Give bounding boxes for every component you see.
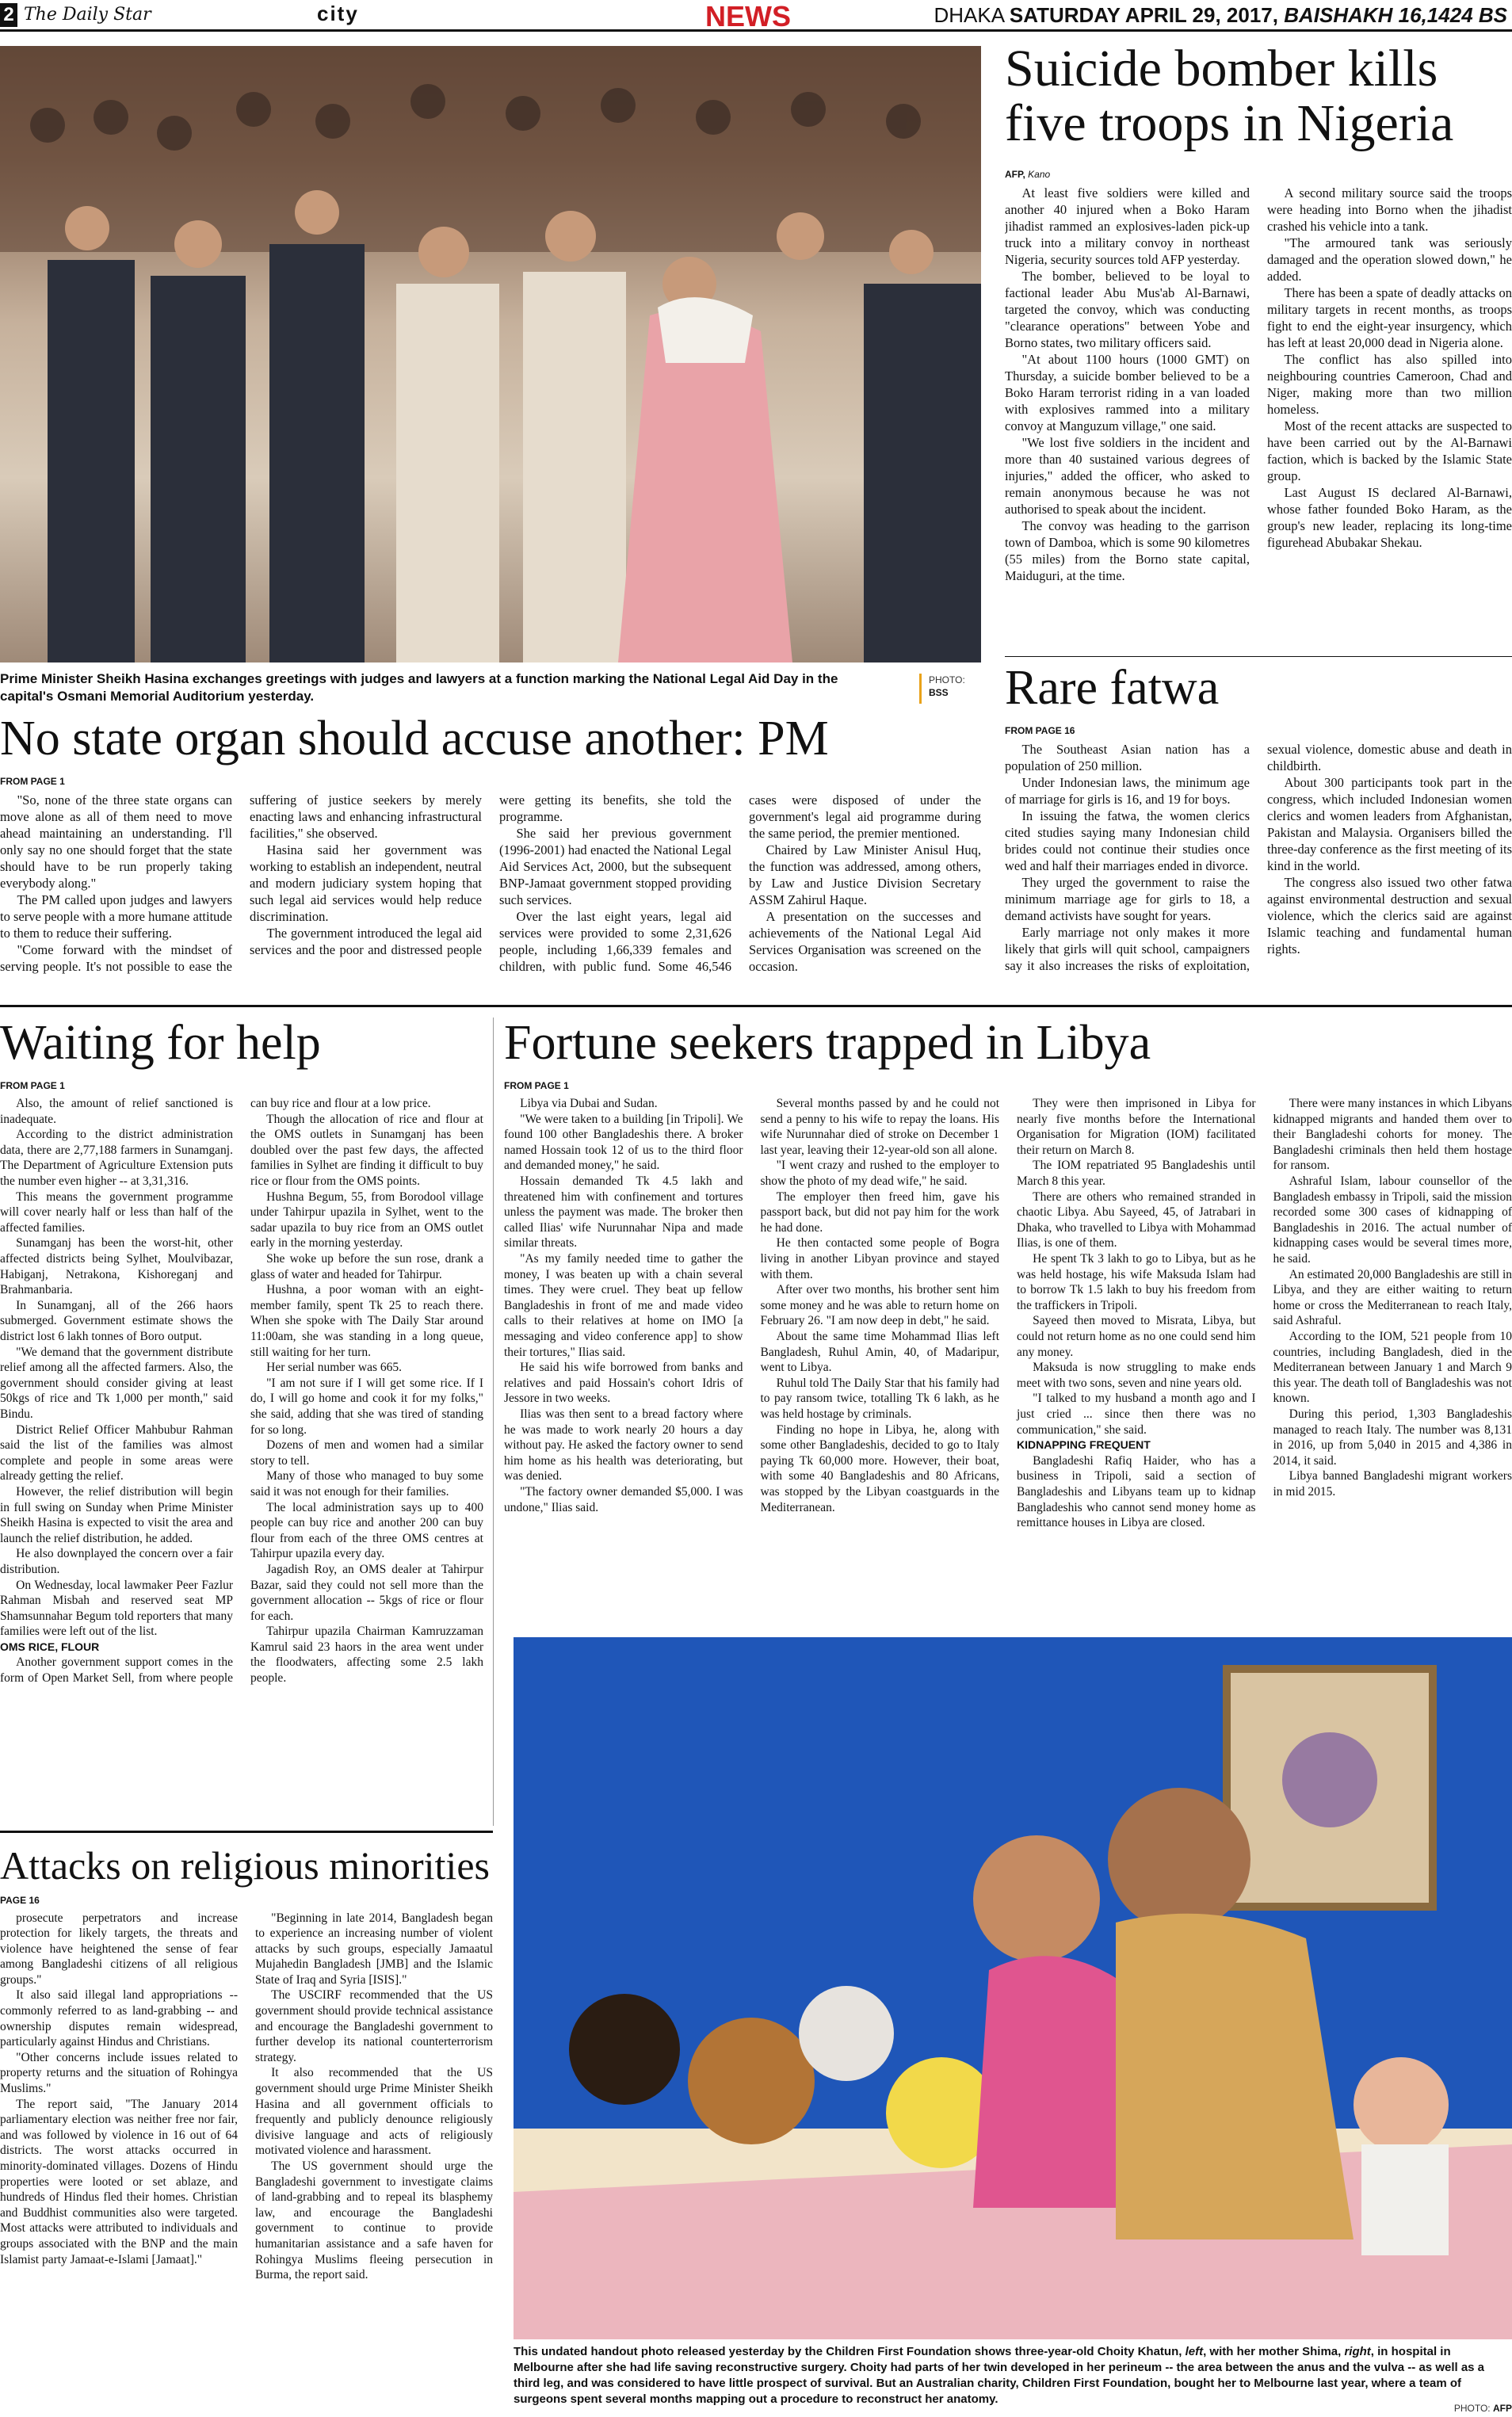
fatwa-story [1005,662,1512,998]
pm-story [0,713,981,998]
waiting-paragraph: "I am not sure if I will get some rice. If I do, I will go home and cook it for my folks," she said, adding that she was tired of standing for so long. [250,1376,483,1437]
waiting-paragraph: She woke up before the sun rose, drank a glass of water and headed for Tahirpur. [250,1252,483,1281]
fatwa-body [1005,741,1512,995]
attacks-paragraph: prosecute perpetrators and increase protection for likely targets, the threats and violence have heightened the sense of fear among Bangladeshi citizens of all religious groups." [0,1911,238,1987]
dateline-bengali: BAISHAKH 16,1424 BS [1284,3,1507,27]
pm-paragraph: The PM called upon judges and lawyers to serve people with a more humane attitude to them to reduce their suffering. [0,892,232,941]
waiting-paragraph: "We demand that the government distribute relief among all the affected farmers. Also, the government should consider giving at least 50kgs of rice and Tk 1,000 per month," said Bindu. [0,1345,233,1421]
libya-paragraph: Libya banned Bangladeshi migrant workers in mid 2015. [1273,1469,1512,1499]
libya-subhead: KIDNAPPING FREQUENT [1017,1438,1151,1452]
waiting-paragraph: He also downplayed the concern over a fair distribution. [0,1547,233,1576]
waiting-paragraph: The local administration says up to 400 people can buy rice and another 200 can buy flour from each of the three OMS centres at Tahirpur upazila every day. [250,1500,483,1561]
nigeria-paragraph: "We lost five soldiers in the incident and more than 40 sustained various degrees of injuries," added the officer, who asked to remain anonymous because he was not authorised to speak about the incident. [1005,434,1250,517]
libya-paragraph: They were then imprisoned in Libya for nearly five months before the International Organisation for Migration (IOM) facilitated their return on March 8. [1017,1097,1256,1157]
waiting-paragraph: Dozens of men and women had a similar story to tell. [250,1438,483,1468]
photo2-credit [1436,2403,1512,2414]
dateline-place: DHAKA [934,3,1004,27]
libya-paragraph: An estimated 20,000 Bangladeshis are still in Libya, and they are either waiting to return home or cross the Mediterranean to reach Italy, said Ashraful. [1273,1267,1512,1328]
libya-paragraph: After over two months, his brother sent him some money and he was able to return home on February 26. "I am now deep in debt," he said. [760,1283,999,1328]
fatwa-paragraph: Early marriage not only makes it more likely that girls will quit school, campaigners say it also increases the risks of exploitation, sexual violence, domestic abuse and death in childbirth. [1005,742,1512,974]
attacks-paragraph: "Other concerns include issues related to property returns and the situation of Rohingya Muslims." [0,2050,238,2096]
libya-paragraph: According to the IOM, 521 people from 10 countries, including Bangladesh, died in the Mediterranean between January 1 and March 9 this year. The death toll of Bangladeshis was not known. [1273,1330,1512,1406]
libya-paragraph: Maksuda is now struggling to make ends meet with two sons, seven and nine years old. [1017,1361,1256,1390]
fatwa-paragraph: About 300 participants took part in the congress, which included Indonesian women clerics and women leaders from Afghanistan, Pakistan and Malaysia. Organisers billed the three-day conference as the first meeting of its kind in the world. [1267,775,1512,874]
libya-paragraph: Several months passed by and he could not send a penny to his wife to repay the loans. His wife Nurunnahar died of stroke on December 1 last year, leaving their 12-year-old son all alone. [760,1097,999,1157]
waiting-paragraph: Many of those who managed to buy some said it was not enough for their families. [250,1469,483,1499]
libya-paragraph: During this period, 1,303 Bangladeshis managed to reach Italy. The number was 8,131 in 2016, up from 5,040 in 2015 and 4,386 in 2014, it said. [1273,1407,1512,1468]
nigeria-byline-agency: AFP, [1005,168,1025,180]
nigeria-paragraph: At least five soldiers were killed and another 40 injured when a Boko Haram jihadist rammed an explosives-laden pick-up truck into a military convoy in northeast Nigeria, security sources told AFP yesterday. [1005,185,1250,267]
libya-paragraph: "I went crazy and rushed to the employer to show the photo of my dead wife," he said. [760,1159,999,1189]
libya-paragraph: "I talked to my husband a month ago and I just cried ... since then there was no communication," she said. [1017,1392,1256,1437]
nigeria-paragraph: The conflict has also spilled into neighbouring countries Cameroon, Chad and Niger, making more than two million homeless. [1267,351,1512,417]
libya-paragraph: The employer then freed him, gave his passport back, but did not pay him for the work he had done. [760,1189,999,1235]
nigeria-story [1005,41,1512,683]
nigeria-paragraph: There has been a spate of deadly attacks on military targets in recent months, as troops fight to end the eight-year insurgency, which has left at least 20,000 dead in Nigeria alone. [1267,284,1512,350]
attacks-body [0,1911,493,2417]
waiting-body [0,1096,483,1813]
nigeria-byline [1005,169,1512,180]
nigeria-headline: Suicide bomber kills five troops in Nigeria [1005,41,1454,153]
libya-paragraph: Sayeed then moved to Misrata, Libya, but could not return home as no one could send him any money. [1017,1314,1256,1359]
waiting-subhead: OMS RICE, FLOUR [0,1640,100,1653]
libya-paragraph: About the same time Mohammad Ilias left Bangladesh, Ruhul Amin, 40, of Madaripur, went to Libya. [760,1330,999,1375]
nigeria-paragraph: "The armoured tank was seriously damaged and the operation slowed down," he added. [1267,235,1512,284]
photo2-caption-text: right [1344,2345,1371,2358]
nigeria-body [1005,185,1512,683]
waiting-from-page: FROM PAGE 1 [0,1080,65,1092]
waiting-paragraph: In Sunamganj, all of the 266 haors submerged. Government estimate shows the district lost 6 lakh tonnes of Boro output. [0,1298,233,1343]
libya-body [504,1096,1512,1611]
pm-paragraph: A presentation on the successes and achievements of the National Legal Aid Services Organisation was screened on the occasion. [749,909,981,975]
masthead [0,0,1512,32]
attacks-story [0,1845,493,2417]
waiting-paragraph: Hushna, a poor woman with an eight-member family, spent Tk 25 to reach there. When she spoke with The Daily Star around 11:00am, she was standing in a long queue, still waiting for her turn. [250,1283,483,1359]
fatwa-paragraph: In issuing the fatwa, the women clerics cited studies saying many Indonesian child brides could not continue their studies once wed and half their marriages ended in divorce. [1005,808,1250,874]
waiting-paragraph: Jagadish Roy, an OMS dealer at Tahirpur Bazar, said they could not sell more than the government allocation -- 5kgs of rice or flour for each. [250,1562,483,1623]
crowd-photo-illustration [0,46,981,662]
libya-paragraph: Ruhul told The Daily Star that his family had to pay ransom twice, totalling Tk 6 lakh, as he was held hostage by criminals. [760,1376,999,1421]
photo1-credit-source: BSS [929,687,949,698]
photo2-caption-text: This undated handout photo released yesterday by the Children First Foundation shows three-year-old Choity Khatun, [514,2345,1186,2358]
pm-paragraph: The government introduced the legal aid services and the poor and distressed people were getting its benefits, she told the programme. [250,792,731,958]
fatwa-paragraph: Under Indonesian laws, the minimum age of marriage for girls is 16, and 19 for boys. [1005,775,1250,808]
fatwa-headline: Rare fatwa [1005,662,1220,715]
nigeria-paragraph: A second military source said the troops were heading into Borno when the jihadist crashed his vehicle into a tank. [1267,185,1512,234]
pm-from-page: FROM PAGE 1 [0,776,65,788]
libya-paragraph: Hossain demanded Tk 4.5 lakh and threatened him with confinement and tortures unless the payment was made. The broker then called Ilias' wife Nurunnahar Nipa and made similar threats. [504,1174,743,1251]
attacks-paragraph: "Beginning in late 2014, Bangladesh began to experience an increasing number of violent attacks by such groups, especially Jamaatul Mujahedin Bangladesh [JMB] and the Islamic State of Iraq and Syria [ISIS]." [255,1911,493,1987]
libya-from-page: FROM PAGE 1 [504,1080,569,1092]
hospital-photo-illustration [514,1637,1512,2339]
nigeria-paragraph: "At about 1100 hours (1000 GMT) on Thursday, a suicide bomber believed to be a Boko Haram terrorist riding in a van loaded with explosives rammed into a military convoy at Manguzum village," one said. [1005,351,1250,433]
waiting-paragraph: Another government support comes in the form of Open Market Sell, from where people can buy rice and flour at a low price. [0,1097,431,1686]
pm-paragraph: "Come forward with the mindset of serving people. It's not possible to ease the suffering of justice seekers by merely enacting laws and enhancing infrastructural facilities," she observed. [0,792,482,975]
libya-paragraph: Libya via Dubai and Sudan. [520,1097,658,1111]
libya-paragraph: "As my family needed time to gather the money, I was beaten up with a chain several times. They were cruel. They beat up fellow Bangladeshis in front of me and made video calls to their relatives at home on IMO [a messaging and video conference app] to show their tortures," Ilias said. [504,1252,743,1359]
section-label: NEWS [705,0,791,32]
fatwa-from-page: FROM PAGE 16 [1005,725,1075,737]
libya-paragraph: Bangladeshi Rafiq Haider, who has a business in Tripoli, said a section of Bangladeshis and Libyans team up to kidnap Bangladeshis who cannot send money home as remittance houses in Libya are closed. [1017,1453,1256,1530]
photo2-caption-text: , in hospital in Melbourne after she had life saving reconstructive surgery. Choity had parts of her twin developed in her perineum -- the area between the anus and the vulva -- as well as a third leg, and was considered to have little prospect of survival. But an Australian charity, Children First Foundation, bought her to Melbourne last year, where a team of surgeons spent several months mapping out a procedure to reconstruct her anatomy. [514,2345,1485,2406]
attacks-headline: Attacks on religious minorities [0,1845,490,1888]
attacks-paragraph: The US government should urge the Bangladeshi government to investigate claims of land-grabbing and to repeal its blasphemy law, and encourage the Bangladeshi government to continue to provide humanitarian assistance and a safe haven for Rohingya Muslims fleeing persecution in Burma, the report said. [255,2159,493,2282]
libya-paragraph: Ashraful Islam, labour counsellor of the Bangladesh embassy in Tripoli, said the mission recorded some 300 cases of kidnapping of Bangladeshis in 2016. The actual number of kidnapping cases would be several times more, he said. [1273,1174,1512,1266]
photo2-caption-text: left [1185,2345,1204,2358]
pm-paragraph: "So, none of the three state organs can move alone as all of them need to move ahead maintaining an understanding. I'll only say no one should forget that the state should have to be run properly taking everybody along." [0,792,232,892]
waiting-story [0,1018,483,1826]
pm-paragraph: Over the last eight years, legal aid services were provided to some 2,31,626 people, including 1,66,339 females and children, with public fund. Some 46,546 cases were disposed of under the government's legal aid programme during the same period, the premier mentioned. [499,792,981,975]
attacks-paragraph: It also said illegal land appropriations -- commonly referred to as land-grabbing -- and ownership disputes remain widespread, particularly against Hindus and Christians. [0,1988,238,2049]
dateline [934,3,1507,28]
waiting-headline: Waiting for help [0,1018,321,1070]
photo2-caption [514,2344,1512,2407]
photo1-caption: Prime Minister Sheikh Hasina exchanges greetings with judges and lawyers at a function marking the National Legal Aid Day in the capital's Osmani Memorial Auditorium yesterday. [0,671,838,704]
attacks-from-page: PAGE 16 [0,1894,40,1906]
crowd-photo [0,46,981,662]
paper-name: The Daily Star [24,5,151,25]
libya-paragraph: There are others who remained stranded in chaotic Libya. Abu Sayeed, 45, of Jatrabari in Dhaka, who travelled to Libya with Mohammad Ilias, is one of them. [1017,1189,1256,1251]
column-divider [493,1018,494,1826]
pm-headline: No state organ should accuse another: PM [0,713,829,766]
attacks-paragraph: The report said, "The January 2014 parliamentary election was neither free nor fair, and was followed by violence in 16 out of 64 districts. The worst attacks occurred in minority-dominated villages. Dozens of Hindu properties were looted or set ablaze, and hundreds of Hindus fled their homes. Christian and Buddhist communities also were targeted. Most attacks were attributed to individuals and groups associated with the BNP and the main Islamist party Jamaat-e-Islami [Jamaat]." [0,2097,238,2266]
waiting-paragraph: Her serial number was 665. [266,1361,403,1375]
nigeria-paragraph: The bomber, believed to be loyal to factional leader Abu Mus'ab Al-Barnawi, targeted the convoy, which was conducting "clearance operations" between Yobe and Borno states, two military officers said. [1005,268,1250,350]
hospital-photo [514,1637,1512,2339]
libya-headline: Fortune seekers trapped in Libya [504,1018,1151,1070]
libya-story [504,1018,1512,1620]
waiting-paragraph: This means the government programme will cover nearly half or less than half of the affected families. [0,1189,233,1235]
waiting-paragraph: Also, the amount of relief sanctioned is inadequate. [0,1097,233,1126]
pm-paragraph: Hasina said her government was working to establish an independent, neutral and modern judiciary system hoping that such legal aid services would help reduce discrimination. [250,842,482,925]
fatwa-paragraph: The congress also issued two other fatwa against environmental destruction and sexual violence, which the clerics said are against Islamic teaching and fundamental human rights. [1267,875,1512,957]
nigeria-paragraph: The convoy was heading to the garrison town of Damboa, which is some 90 kilometres (55 miles) from the Borno state capital, Maiduguri, at the time. [1005,517,1250,583]
libya-paragraph: Ilias was then sent to a bread factory where he was made to work nearly 20 hours a day without pay. He asked the factory owner to send him home as his health was deteriorating, but was denied. [504,1407,743,1483]
photo2-credit-source: AFP [1493,2403,1512,2414]
fatwa-paragraph: They urged the government to raise the minimum marriage age for girls to 18, a demand activists have sought for years. [1005,875,1250,924]
waiting-paragraph: Sunamganj has been the worst-hit, other affected districts being Sylhet, Moulvibazar, Habiganj, Netrakona, Kishoreganj and Brahmanbaria. [0,1236,233,1297]
attacks-paragraph: It also recommended that the US government should urge Prime Minister Sheikh Hasina and all government officials to frequently and publicly denounce religiously divisive language and acts of religiously motivated violence and harassment. [255,2066,493,2158]
waiting-paragraph: However, the relief distribution will begin in full swing on Sunday when Prime Minister Sheikh Hasina is expected to visit the area and launch the relief distribution, he added. [0,1484,233,1545]
libya-paragraph: There were many instances in which Libyans kidnapped migrants and handed them over to their Bangladeshi cohorts for money. The Bangladeshi criminals then held them hostage for ransom. [1273,1097,1512,1173]
libya-paragraph: Finding no hope in Libya, he, along with some other Bangladeshis, decided to go to Italy paying Tk 60,000 more. However, their boat, with some 40 Bangladeshis and 80 Africans, was stopped by the Libyan coastguards in the Mediterranean. [760,1422,999,1514]
nigeria-paragraph: Last August IS declared Al-Barnawi, whose father founded Boko Haram, as the group's new leader, replacing its long-time figurehead Abubakar Shekau. [1267,484,1512,550]
libya-paragraph: He said his wife borrowed from banks and relatives and paid Hossain's cohort Idris of Jessore in two weeks. [504,1361,743,1406]
waiting-paragraph: Tahirpur upazila Chairman Kamruzzaman Kamrul said 23 haors in the area went under the floodwaters, affecting some 2.5 lakh people. [250,1625,483,1686]
waiting-paragraph: District Relief Officer Mahbubur Rahman said the list of the families was almost complete and people in some areas were already getting the relief. [0,1422,233,1483]
waiting-paragraph: According to the district administration data, there are 2,77,188 farmers in Sunamganj. The Department of Agriculture Extension puts the number even higher -- at 3,31,316. [0,1128,233,1189]
nigeria-paragraph: Most of the recent attacks are suspected to have been carried out by the Al-Barnawi faction, which is backed by the Islamic State group. [1267,418,1512,483]
page-number: 2 [0,3,17,27]
section-name: city [317,2,359,25]
photo1-credit [929,674,981,699]
photo2-caption-text: , with her mother Shima, [1203,2345,1345,2358]
pm-paragraph: She said her previous government (1996-2001) had enacted the National Legal Aid Services Act, 2000, but the subsequent BNP-Jamaat government stopped providing such services. [499,826,731,908]
photo1-credit-label: PHOTO: [929,674,965,685]
attacks-paragraph: The USCIRF recommended that the US government should provide technical assistance and encourage the Bangladeshi government to further develop its national counterterrorism strategy. [255,1988,493,2064]
photo2-credit-label: PHOTO: [1453,2403,1491,2414]
nigeria-byline-place: Kano [1028,168,1051,180]
divider [0,1831,493,1833]
waiting-paragraph: Hushna Begum, 55, from Borodool village under Tahirpur upazila in Sylhet, went to the sadar upazila to buy rice from an OMS outlet early in the morning yesterday. [250,1189,483,1251]
libya-paragraph: The IOM repatriated 95 Bangladeshis until March 8 this year. [1017,1159,1256,1189]
dateline-date: SATURDAY APRIL 29, 2017, [1009,3,1278,27]
divider [1005,656,1512,657]
photo1-credit-rule [919,674,922,704]
waiting-paragraph: Though the allocation of rice and flour at the OMS outlets in Sunamganj has been doubled over the past few days, the affected families in Sylhet are finding it difficult to buy rice or flour from the OMS points. [250,1112,483,1189]
pm-paragraph: Chaired by Law Minister Anisul Huq, the function was addressed, among others, by Law and Justice Division Secretary ASSM Zahirul Haque. [749,842,981,908]
waiting-paragraph: On Wednesday, local lawmaker Peer Fazlur Rahman Misbah and reserved seat MP Shamsunnahar Begum told reporters that many families were left out of the list. [0,1578,233,1639]
libya-paragraph: He then contacted some people of Bogra living in another Libyan province and stayed with them. [760,1236,999,1281]
libya-paragraph: "The factory owner demanded $5,000. I was undone," Ilias said. [504,1484,743,1514]
divider [0,1005,1512,1007]
libya-paragraph: He spent Tk 3 lakh to go to Libya, but as he was held hostage, his wife Maksuda Islam had to borrow Tk 1.5 lakh to buy his freedom from the traffickers in Tripoli. [1017,1252,1256,1312]
libya-paragraph: "We were taken to a building [in Tripoli]. We found 100 other Bangladeshis there. A broker named Hossain took 12 of us to the third floor and demanded money," he said. [504,1112,743,1173]
fatwa-paragraph: The Southeast Asian nation has a population of 250 million. [1005,742,1250,774]
pm-body [0,792,981,991]
